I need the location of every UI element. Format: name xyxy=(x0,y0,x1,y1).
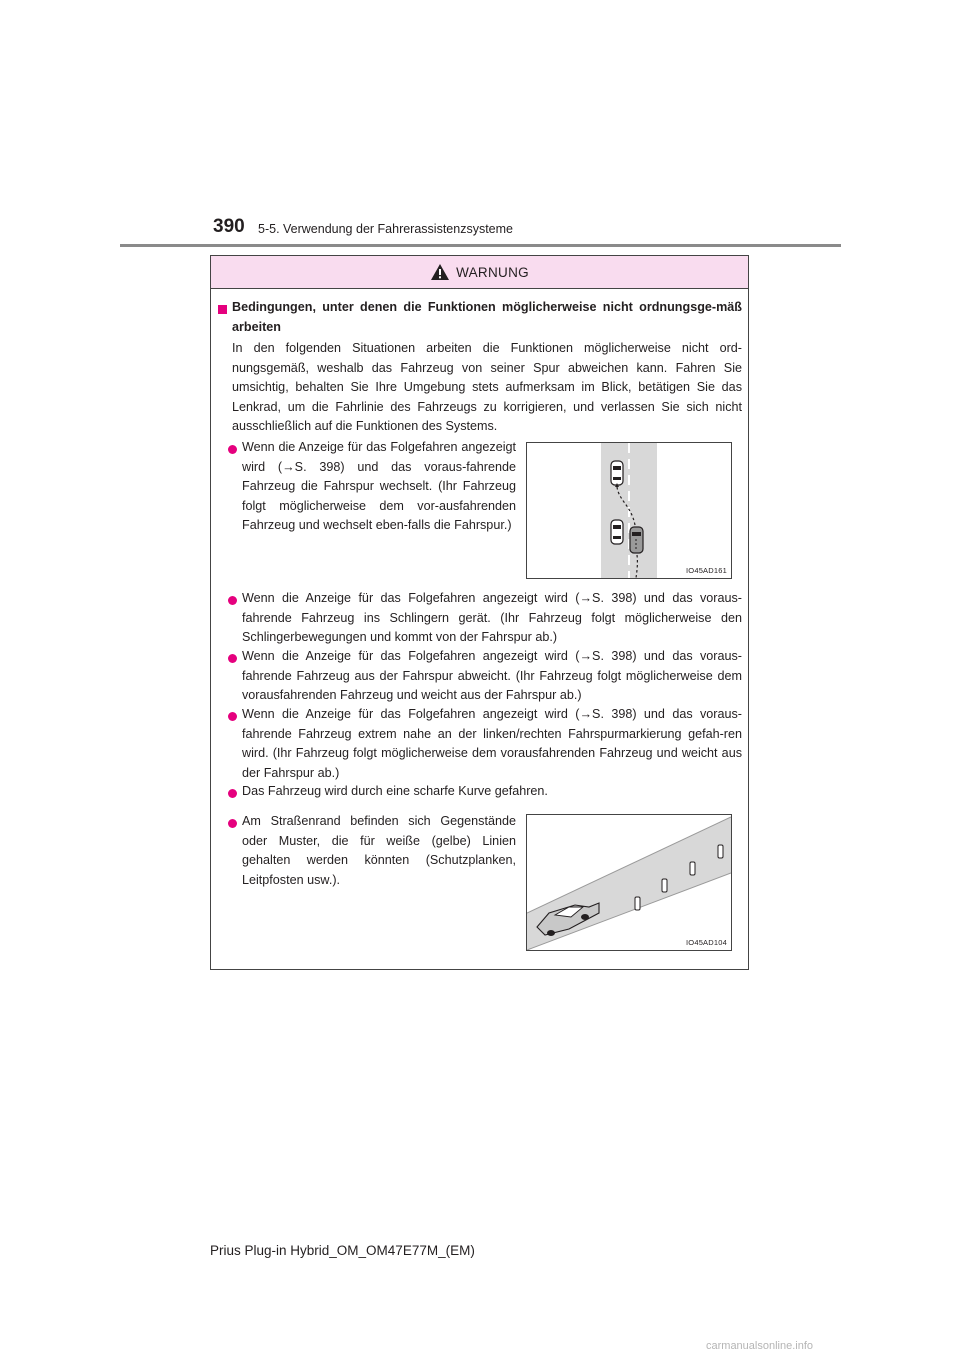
list-item: Am Straßenrand befinden sich Gegenstände oder Muster, die für weiße (gelbe) Linien gehalten werden könnten (Schutzplanken, Leitpfosten usw.). xyxy=(242,814,516,887)
figure-code: IO45AD161 xyxy=(686,566,727,575)
lane-change-illustration xyxy=(527,443,731,578)
bullet-dot xyxy=(228,596,237,605)
roadside-objects-illustration xyxy=(527,815,731,950)
list-item: Wenn die Anzeige für das Folgefahren angezeigt wird (→S. 398) und das voraus-fahrende Fahrzeug aus der Fahrspur abweicht. (Ihr Fahrzeug folgt möglicherweise dem vorausfahrenden Fahrzeug und weicht aus der Fahrspur ab.) xyxy=(242,649,742,702)
list-item: Wenn die Anzeige für das Folgefahren angezeigt wird (→S. 398) und das voraus-fahrende Fahrzeug die Fahrspur wechselt. (Ihr Fahrzeug folgt möglicherweise dem vor-ausfahrenden Fahrzeug und wechselt eben-falls die Fahrspur.) xyxy=(242,440,516,532)
list-item: Das Fahrzeug wird durch eine scharfe Kurve gefahren. xyxy=(242,784,548,798)
manual-id-footer: Prius Plug-in Hybrid_OM_OM47E77M_(EM) xyxy=(210,1243,475,1258)
heading-square-bullet xyxy=(218,305,227,314)
warning-title: WARNUNG xyxy=(456,264,529,280)
lane-change-figure xyxy=(526,442,732,579)
other-car-icon xyxy=(611,520,623,544)
intro-paragraph: In den folgenden Situationen arbeiten die Funktionen möglicherweise nicht ord-nungsgemäß, weshalb das Fahrzeug von seiner Spur abweichen kann. Fahren Sie umsichtig, behalten Sie Ihre Umgebung stets aufmerksam im Blick, betätigen Sie das Lenkrad, um die Fahrlinie des Fahrzeugs zu korrigieren, und verlassen Sie sich nicht ausschließlich auf die Funktionen des Systems. xyxy=(232,341,742,433)
warning-triangle-icon xyxy=(430,263,450,281)
own-car-icon xyxy=(630,527,643,553)
list-item: Wenn die Anzeige für das Folgefahren angezeigt wird (→S. 398) und das voraus-fahrende Fahrzeug extrem nahe an der linken/rechten Fahrspurmarkierung gefah-ren wird. (Ihr Fahrzeug folgt möglicherweise dem vorausfahrenden Fahrzeug und weicht aus der Fahrspur ab.) xyxy=(242,707,742,780)
watermark: carmanualsonline.info xyxy=(706,1340,814,1352)
section-title: 5-5. Verwendung der Fahrerassistenzsysteme xyxy=(258,222,513,236)
warning-header xyxy=(211,256,748,289)
list-item: Wenn die Anzeige für das Folgefahren angezeigt wird (→S. 398) und das voraus-fahrende Fahrzeug ins Schlingern gerät. (Ihr Fahrzeug folgt möglicherweise den Schlingerbewegungen und kommt von der Fahrspur ab.) xyxy=(242,591,742,644)
bullet-dot xyxy=(228,445,237,454)
bullet-dot xyxy=(228,712,237,721)
roadside-objects-figure xyxy=(526,814,732,951)
lead-car-icon xyxy=(611,461,623,485)
bullet-dot xyxy=(228,654,237,663)
page-number: 390 xyxy=(213,216,245,237)
bullet-dot xyxy=(228,789,237,798)
header-divider xyxy=(120,244,841,247)
bullet-dot xyxy=(228,819,237,828)
warning-box xyxy=(210,255,749,970)
figure-code: IO45AD104 xyxy=(686,938,727,947)
conditions-heading: Bedingungen, unter denen die Funktionen möglicherweise nicht ordnungsge-mäß arbeiten xyxy=(232,300,742,334)
